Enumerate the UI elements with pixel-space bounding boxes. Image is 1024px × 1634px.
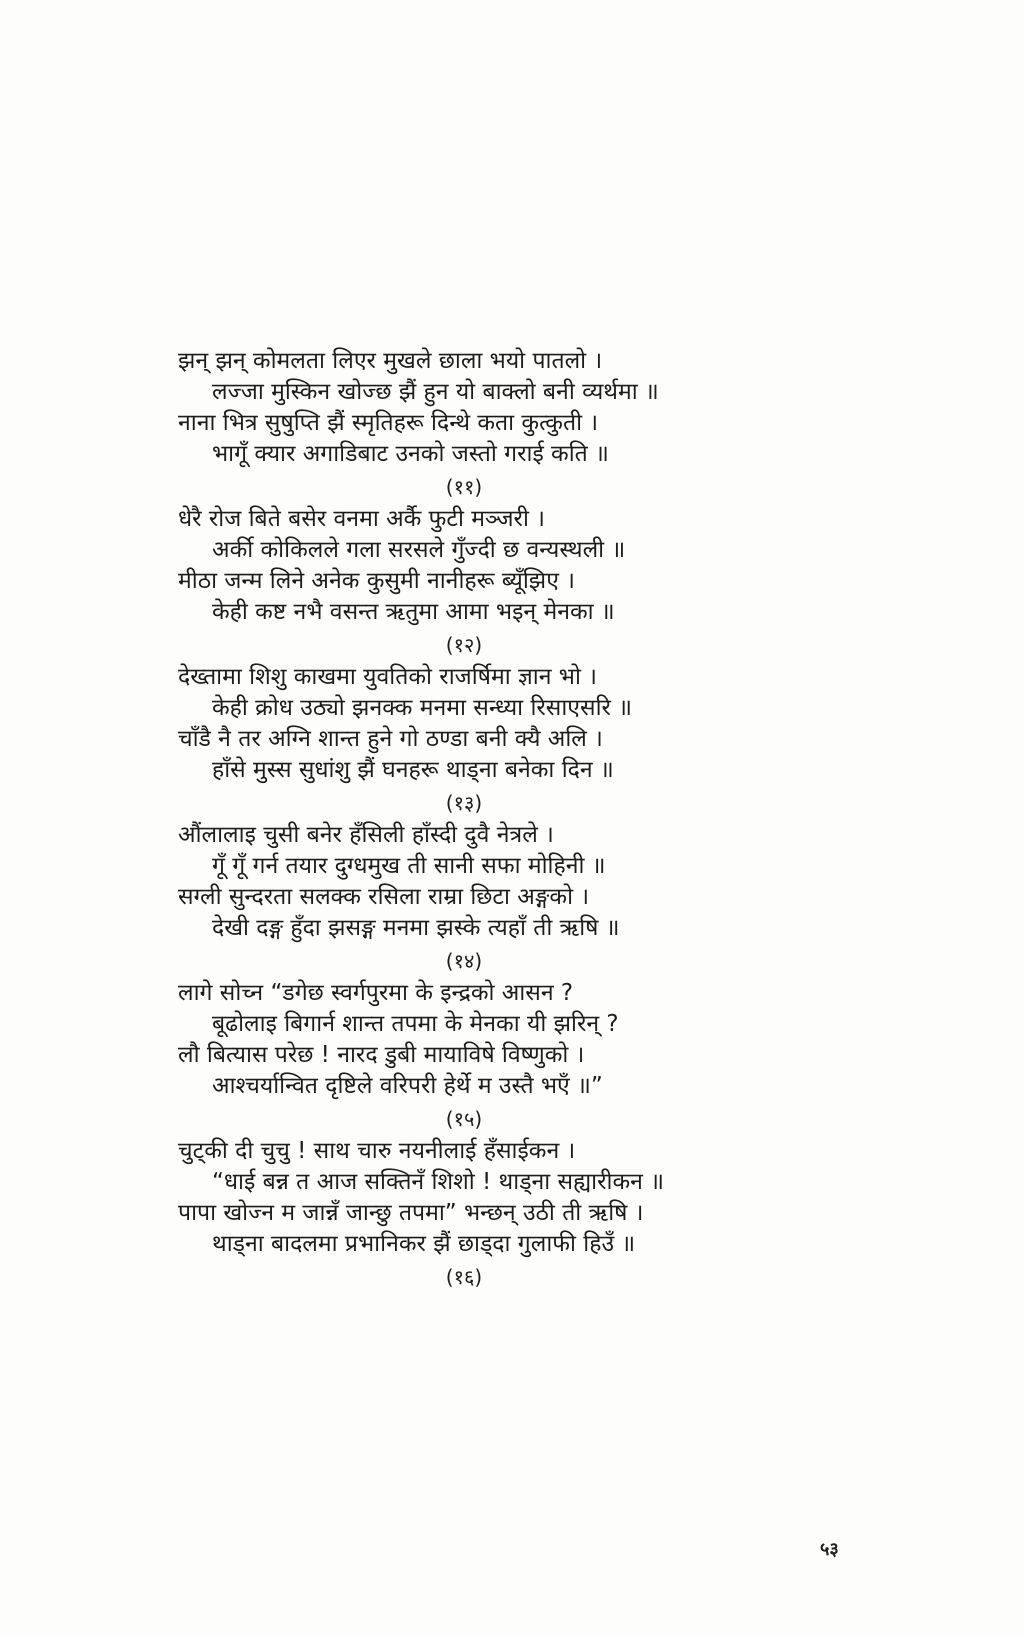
- verse-line: अर्की कोकिलले गला सरसले गुँज्दी छ वन्यस्थली ॥: [212, 537, 626, 563]
- verse-line: देख्तामा शिशु काखमा युवतिको राजर्षिमा ज्ञान भो ।: [178, 664, 597, 690]
- verse-line: सग्ली सुन्दरता सलक्क रसिला राम्रा छिटा अङ्गको ।: [178, 884, 590, 910]
- stanza-12: [178, 504, 778, 662]
- verse-number: (११): [445, 475, 483, 499]
- page-number: ५३: [820, 1539, 839, 1560]
- verse-line: “धाई बन्न त आज सक्तिनँ शिशो ! थाड्ना सह्यारीकन ॥: [212, 1169, 665, 1195]
- verse-line: केही क्रोध उठ्यो झनक्क मनमा सन्ध्या रिसाएसरि ॥: [212, 695, 633, 721]
- verse-line: लौ बित्यास परेछ ! नारद डुबी मायाविषे विष्णुको ।: [178, 1042, 585, 1068]
- verse-line: बूढोलाइ बिगार्न शान्त तपमा के मेनका यी झरिन् ?: [212, 1011, 619, 1037]
- verse-line: नाना भित्र सुषुप्ति झैं स्मृतिहरू दिन्थे कता कुत्कुती ।: [178, 410, 599, 436]
- verse-line: मीठा जन्म लिने अनेक कुसुमी नानीहरू ब्यूँझिए ।: [178, 568, 575, 594]
- verse-line: गूँ गूँ गर्न तयार दुग्धमुख ती सानी सफा मोहिनी ॥: [212, 853, 606, 879]
- verse-line: पापा खोज्न म जान्नँ जान्छु तपमा” भन्छन् उठी ती ऋषि ।: [178, 1200, 644, 1226]
- verse-line: देखी दङ्ग हुँदा झसङ्ग मनमा झस्के त्यहाँ ती ऋषि ॥: [212, 915, 620, 941]
- stanza-14: [178, 820, 778, 978]
- verse-number: (१४): [445, 949, 483, 973]
- verse-number: (१६): [445, 1265, 483, 1289]
- verse-number: (१५): [445, 1107, 483, 1131]
- stanza-16: [178, 1136, 778, 1294]
- verse-line: भागूँ क्यार अगाडिबाट उनको जस्तो गराई कति ॥: [212, 441, 609, 467]
- verse-line: लज्जा मुस्किन खोज्छ झैं हुन यो बाक्लो बनी व्यर्थमा ॥: [212, 379, 659, 405]
- verse-line: थाड्ना बादलमा प्रभानिकर झैं छाड्दा गुलाफी हिउँ ॥: [212, 1231, 636, 1257]
- verse-line: झन् झन् कोमलता लिएर मुखले छाला भयो पातलो ।: [178, 348, 603, 374]
- verse-number: (१३): [445, 791, 483, 815]
- verse-line: आश्चर्यान्वित दृष्टिले वरिपरी हेर्थे म उस्तै भएँ ॥”: [212, 1073, 603, 1099]
- poem-body: [178, 346, 778, 1294]
- stanza-15: [178, 978, 778, 1136]
- verse-line: केही कष्ट नभै वसन्त ऋतुमा आमा भइन् मेनका ॥: [212, 599, 615, 625]
- verse-line: धेरै रोज बिते बसेर वनमा अर्कै फुटी मञ्जरी ।: [178, 506, 545, 532]
- verse-line: लागे सोच्न “डगेछ स्वर्गपुरमा के इन्द्रको आसन ?: [178, 980, 574, 1006]
- verse-line: औंलालाइ चुसी बनेर हँसिली हाँस्दी दुवै नेत्रले ।: [178, 822, 554, 848]
- verse-line: चाँडै नै तर अग्नि शान्त हुने गो ठण्डा बनी क्यै अलि ।: [178, 726, 603, 752]
- stanza-11: [178, 346, 778, 504]
- verse-line: हाँसे मुस्स सुधांशु झैं घनहरू थाड्ना बनेका दिन ॥: [212, 757, 614, 783]
- verse-line: चुट्की दी चुचु ! साथ चारु नयनीलाई हँसाईकन ।: [178, 1138, 576, 1164]
- verse-number: (१२): [445, 633, 483, 657]
- stanza-13: [178, 662, 778, 820]
